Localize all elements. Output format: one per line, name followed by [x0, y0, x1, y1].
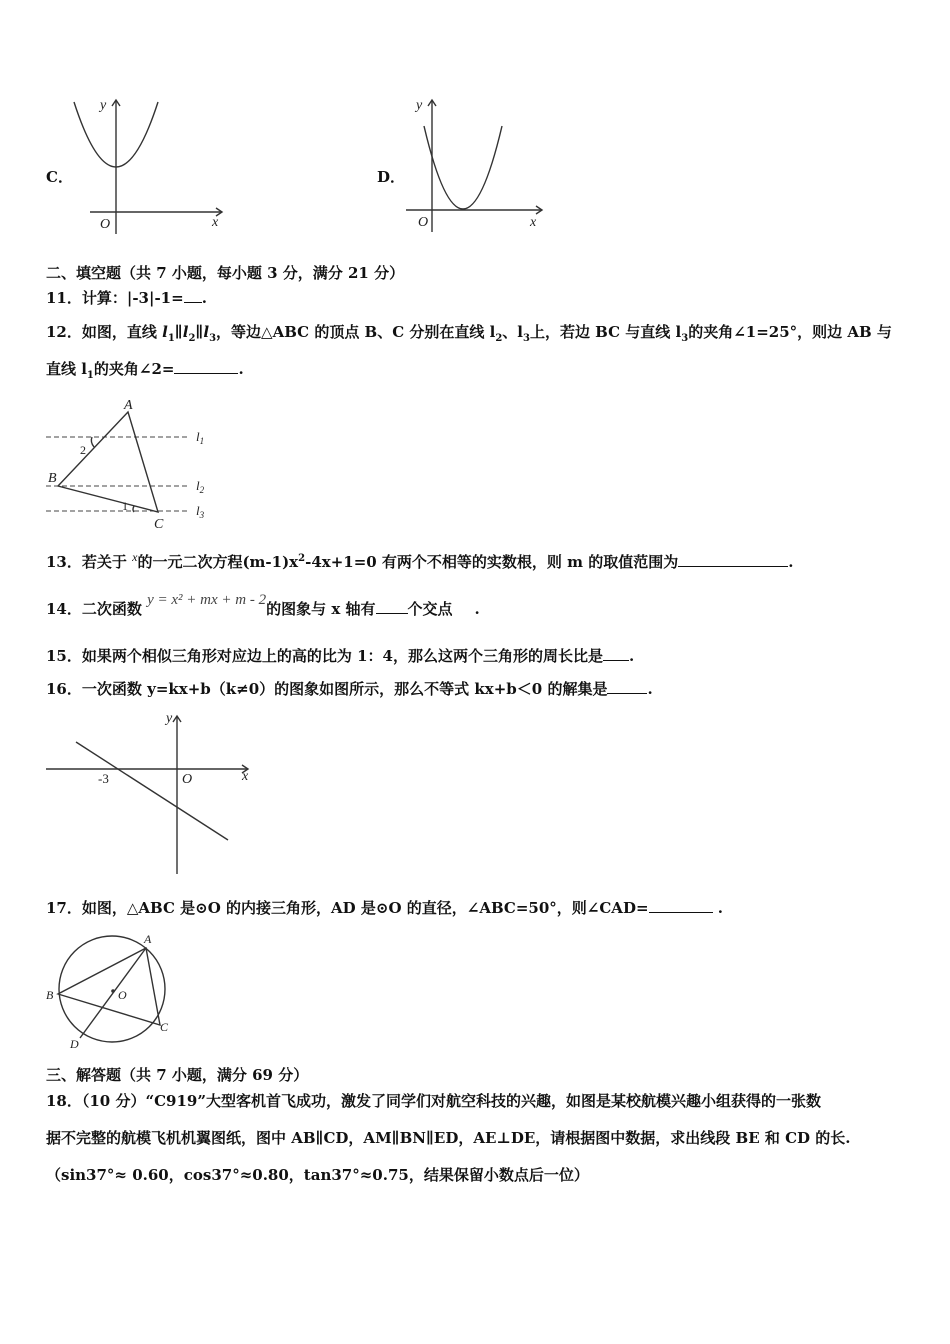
q12-l1: l [162, 323, 168, 341]
q12-parallel-1: ∥ [174, 323, 183, 341]
q13-square: 2 [298, 553, 306, 564]
q11-text: 11．计算：|-3|-1= [46, 289, 184, 307]
q14-end: . [474, 600, 480, 618]
q16-text: 16．一次函数 y=kx+b（k≠0）的图象如图所示，那么不等式 kx+b＜0 的解集是 [46, 680, 608, 698]
q12-text-4: 上，若边 BC 与直线 l [529, 323, 682, 341]
fig16-y-label: y [166, 711, 173, 726]
q18-line-3: （sin37°≈ 0.60，cos37°≈0.80，tan37°≈0.75，结果保留小数点后一位） [46, 1166, 589, 1184]
figure-16 [40, 708, 260, 880]
question-17 [46, 897, 723, 918]
fig17-label-c: C [160, 1020, 169, 1034]
q12-text-3: 、l [502, 323, 523, 341]
q14-text-3: 个交点 [407, 600, 453, 618]
q12-l3-sub-c: 3 [681, 333, 689, 344]
fig16-line [76, 742, 228, 840]
q12-l2-sub-b: 2 [495, 333, 503, 344]
q12-l2-sub: 2 [188, 333, 196, 344]
question-11 [46, 287, 207, 308]
q15-blank [603, 660, 629, 661]
option-c-graph [62, 92, 232, 237]
fig12-triangle [58, 412, 158, 512]
question-12-line-1 [46, 321, 892, 344]
d-x-label: x [530, 215, 537, 230]
q12-l1-sub-b: 1 [86, 370, 94, 381]
q14-blank [376, 613, 408, 614]
fig12-label-a: A [124, 398, 133, 413]
q13-end: . [788, 553, 794, 571]
fig12-label-c: C [154, 517, 164, 532]
option-d-label: D． [377, 168, 406, 186]
q12-l3-sub: 3 [209, 333, 217, 344]
q12-parallel-2: ∥ [195, 323, 204, 341]
q13-text-3: -4x+1=0 有两个不相等的实数根，则 m 的取值范围为 [305, 553, 679, 571]
q15-text: 15．如果两个相似三角形对应边上的高的比为 1：4，那么这两个三角形的周长比是 [46, 647, 603, 665]
question-16 [46, 678, 653, 699]
fig17-label-d: D [70, 1037, 79, 1048]
fig16-origin-label: O [182, 772, 193, 787]
fig17-circle [59, 936, 165, 1042]
q15-end: . [628, 647, 635, 665]
q18-line-2: 据不完整的航模飞机机翼图纸，图中 AB∥CD，AM∥BN∥ED，AE⊥DE，请根据图中数据，求出线段 BE 和 CD 的长. [46, 1129, 851, 1147]
q12-text-5: 的夹角∠1=25°，则边 AB 与 [688, 323, 892, 341]
q17-text: 17．如图，△ABC 是⊙O 的内接三角形，AD 是⊙O 的直径，∠ABC=50°，则∠CAD= [46, 899, 649, 917]
q17-end: . [717, 899, 723, 917]
q14-text-2: 的图象与 x 轴有 [266, 600, 376, 618]
question-15 [46, 645, 634, 666]
c-y-label: y [100, 98, 107, 113]
q16-end: . [647, 680, 653, 698]
q12-l1-sub: 1 [167, 333, 175, 344]
c-origin-label: O [100, 217, 111, 232]
q13-text-1: 13．若关于 [46, 553, 133, 571]
fig12-label-l2: $l_2$ [196, 478, 205, 495]
question-13 [46, 551, 793, 572]
section-2-title: 二、填空题（共 7 小题，每小题 3 分，满分 21 分） [46, 264, 405, 282]
fig12-label-l3: $l_3$ [196, 503, 205, 520]
fig16-x-label: x [242, 769, 249, 784]
option-d-graph [400, 92, 550, 237]
q12-text-7: 的夹角∠2= [93, 360, 175, 378]
fig17-center-dot [111, 989, 115, 993]
section-3-title: 三、解答题（共 7 小题，满分 69 分） [46, 1066, 309, 1084]
q13-x: x [132, 550, 138, 564]
q12-text-2: ，等边△ABC 的顶点 B、C 分别在直线 l [216, 323, 496, 341]
q12-end: . [238, 360, 244, 378]
q12-text-6: 直线 l [46, 360, 87, 378]
question-12-line-2 [46, 358, 244, 381]
q13-text-2: 的一元二次方程(m-1)x [137, 553, 299, 571]
q12-l3-sub-b: 3 [522, 333, 530, 344]
fig17-label-b: B [46, 988, 54, 1002]
c-x-label: x [212, 215, 219, 230]
q14-formula: y = x² + mx + m - 2 [147, 592, 267, 608]
d-origin-label: O [418, 215, 429, 230]
q12-l3: l [203, 323, 210, 341]
q17-blank [649, 912, 713, 913]
fig12-angle-2-arc [91, 437, 94, 447]
q12-l2: l [182, 323, 189, 341]
fig12-label-l1: $l_1$ [196, 429, 205, 446]
d-y-label: y [416, 98, 423, 113]
d-parabola [424, 126, 502, 209]
q18-line-1: 18．（10 分）“C919”大型客机首飞成功，激发了同学们对航空科技的兴趣，如图是某校航模兴趣小组获得的一张数 [46, 1092, 821, 1110]
q12-blank [174, 373, 238, 374]
fig17-label-a: A [144, 932, 152, 946]
question-14 [46, 592, 480, 619]
fig17-triangle-abc [58, 948, 160, 1025]
q11-blank [184, 302, 202, 303]
fig12-angle-1-arc [133, 506, 134, 512]
q12-text-1: 12．如图，直线 [46, 323, 163, 341]
figure-17 [40, 928, 190, 1048]
option-c-label: C． [46, 168, 73, 186]
q11-end: . [201, 289, 207, 307]
fig16-minus-3-label: -3 [98, 771, 109, 786]
fig12-label-2: 2 [80, 443, 86, 457]
fig17-diameter-ad [80, 948, 146, 1038]
fig12-label-1: 1 [122, 499, 128, 513]
q16-blank [607, 693, 647, 694]
figure-12 [40, 392, 220, 532]
q14-text-1: 14．二次函数 [46, 600, 148, 618]
q13-blank [678, 566, 788, 567]
fig12-label-b: B [48, 471, 57, 486]
fig17-label-o: O [118, 988, 127, 1002]
